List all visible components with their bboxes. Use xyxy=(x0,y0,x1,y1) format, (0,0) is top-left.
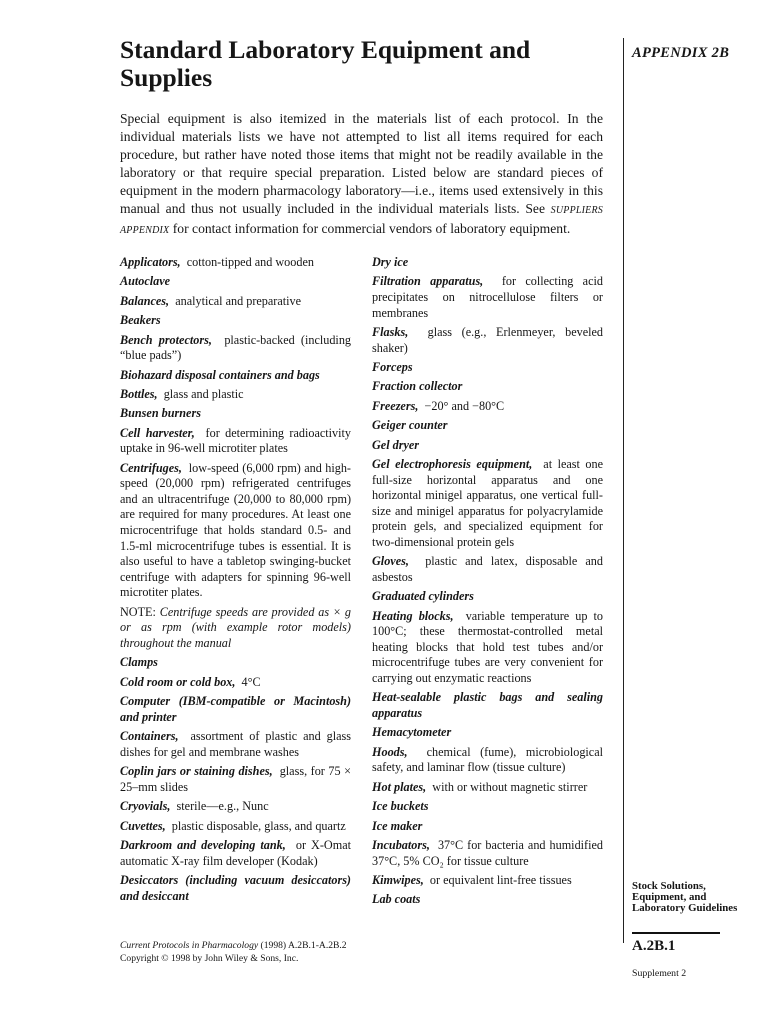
equipment-term: Heating blocks, xyxy=(372,608,454,623)
page-title: Standard Laboratory Equipment and Supplies xyxy=(120,35,531,92)
note-label: NOTE: xyxy=(120,604,156,619)
equipment-entry xyxy=(120,729,351,760)
equipment-description: assortment of plastic and glass dishes for gel and membrane washes xyxy=(120,729,351,759)
equipment-term: Hot plates, xyxy=(372,779,427,794)
equipment-entry xyxy=(372,690,603,721)
equipment-entry xyxy=(120,294,351,310)
equipment-description: glass and plastic xyxy=(163,386,244,401)
equipment-term: Containers, xyxy=(120,729,179,744)
equipment-entry xyxy=(372,780,603,796)
equipment-entry xyxy=(372,379,603,395)
intro-text-before: Special equipment is also itemized in the materials list of each protocol. In the individual materials lists we have not attempted to list all items required for each procedure, but rather have noted those items that might not be readily available in the laboratory or that require special preparation. Listed below are standard pieces of equipment in the modern pharmacology laboratory—i.e., items used extensively in this manual and thus not usually included in the individual materials lists. See xyxy=(120,111,603,216)
equipment-entry xyxy=(372,438,603,454)
equipment-description: sterile—e.g., Nunc xyxy=(176,799,269,814)
equipment-description: 4°C xyxy=(241,674,261,689)
equipment-description: at least one full-size horizontal apparatus and one horizontal minigel apparatus, one vertical full-size and minigel apparatus for polyacrylamide protein gels, and specialized equipment for two-dimensional protein gels xyxy=(372,456,603,549)
equipment-entry xyxy=(120,387,351,403)
journal-title: Current Protocols in Pharmacology xyxy=(120,940,259,951)
equipment-list-right-column xyxy=(372,255,603,912)
equipment-description: glass (e.g., Erlenmeyer, beveled shaker) xyxy=(372,324,604,355)
equipment-entry xyxy=(372,725,603,741)
equipment-term: Heat-sealable plastic bags and sealing apparatus xyxy=(372,690,603,720)
suppliers-appendix-link[interactable]: SUPPLIERS APPENDIX xyxy=(120,205,603,236)
equipment-term: Darkroom and developing tank, xyxy=(120,837,286,852)
equipment-description: plastic-backed (including “blue pads”) xyxy=(120,332,352,363)
supplement-label: Supplement 2 xyxy=(632,968,687,979)
equipment-term: Centrifuges, xyxy=(120,460,182,475)
equipment-entry xyxy=(120,333,351,364)
equipment-term: Cryovials, xyxy=(120,799,171,814)
equipment-entry xyxy=(372,838,603,869)
equipment-description: or equivalent lint-free tissues xyxy=(429,872,572,887)
equipment-entry xyxy=(372,589,603,605)
equipment-term: Balances, xyxy=(120,293,170,308)
equipment-term: Cold room or cold box, xyxy=(120,674,236,689)
equipment-entry xyxy=(120,255,351,271)
equipment-term: Incubators, xyxy=(372,837,430,852)
equipment-description: low-speed (6,000 rpm) and high-speed (20,000 rpm) refrigerated centrifuges and an ultracentrifuge (20,000 to 80,000 rpm) are required for many procedures. At least one microcentrifuge that holds standard 0.5- and 1.5-ml microcentrifuge tubes is essential. It is also useful to have a tabletop swinging-bucket centrifuge with adapters for spinning 96-well microtiter plates. xyxy=(120,460,351,600)
equipment-term: Graduated cylinders xyxy=(372,589,474,604)
equipment-term: Filtration apparatus, xyxy=(372,274,484,289)
equipment-description: plastic disposable, glass, and quartz xyxy=(171,818,346,833)
equipment-description: variable temperature up to 100°C; these thermostat-controlled metal heating blocks that hold test tubes and/or microcentrifuge tubes are very convenient for carrying out enzymatic reactions xyxy=(372,608,604,686)
equipment-entry xyxy=(372,745,603,776)
equipment-term: Hemacytometer xyxy=(372,725,452,740)
equipment-term: Kimwipes, xyxy=(372,872,424,887)
equipment-term: Forceps xyxy=(372,359,413,374)
intro-paragraph xyxy=(120,110,603,240)
equipment-term: Gel electrophoresis equipment, xyxy=(372,456,533,471)
equipment-term: Cuvettes, xyxy=(120,818,166,833)
equipment-term: Computer (IBM-compatible or Macintosh) and printer xyxy=(120,694,351,724)
equipment-entry xyxy=(120,313,351,329)
equipment-entry xyxy=(120,799,351,815)
page-number: A.2B.1 xyxy=(632,938,676,954)
equipment-term: Desiccators (including vacuum desiccators) and desiccant xyxy=(120,872,351,903)
equipment-entry xyxy=(120,406,351,422)
equipment-description: chemical (fume), microbiological safety, and laminar flow (tissue culture) xyxy=(372,744,604,775)
equipment-entry xyxy=(372,325,603,356)
equipment-term: Fraction collector xyxy=(372,379,463,394)
copyright-line: Copyright © 1998 by John Wiley & Sons, Inc. xyxy=(120,953,299,964)
equipment-entry xyxy=(120,655,351,671)
margin-divider-rule xyxy=(623,38,624,943)
equipment-entry xyxy=(372,274,603,321)
equipment-entry xyxy=(120,873,351,904)
equipment-term: Ice buckets xyxy=(372,799,429,814)
equipment-term: Biohazard disposal containers and bags xyxy=(120,367,320,382)
equipment-description: with or without magnetic stirrer xyxy=(432,779,588,794)
equipment-description: for collecting acid precipitates on nitrocellulose filters or membranes xyxy=(372,274,603,320)
equipment-term: Geiger counter xyxy=(372,418,448,433)
equipment-term: Freezers, xyxy=(372,398,419,413)
equipment-term: Bench protectors, xyxy=(120,332,212,347)
equipment-term: Autoclave xyxy=(120,274,171,289)
appendix-label: APPENDIX 2B xyxy=(632,45,730,61)
equipment-term: Cell harvester, xyxy=(120,425,195,440)
equipment-entry xyxy=(372,819,603,835)
equipment-description: or X-Omat automatic X-ray film developer (Kodak) xyxy=(120,837,351,868)
equipment-entry xyxy=(372,799,603,815)
equipment-entry xyxy=(372,399,603,415)
equipment-term: Bunsen burners xyxy=(120,406,201,421)
equipment-term: Gel dryer xyxy=(372,437,420,452)
equipment-term: Coplin jars or staining dishes, xyxy=(120,764,273,779)
equipment-entry xyxy=(372,255,603,271)
equipment-entry xyxy=(372,554,603,585)
equipment-term: Applicators, xyxy=(120,255,181,269)
equipment-term: Lab coats xyxy=(372,892,421,907)
equipment-description: for determining radioactivity uptake in 96-well microtiter plates xyxy=(120,425,351,456)
equipment-term: Dry ice xyxy=(372,255,409,269)
equipment-entry xyxy=(120,461,351,601)
equipment-entry xyxy=(120,274,351,290)
sidebar-rule xyxy=(632,932,720,934)
citation-range: (1998) A.2B.1-A.2B.2 xyxy=(260,940,347,951)
citation-footer xyxy=(120,939,420,965)
equipment-entry xyxy=(372,360,603,376)
equipment-description: 37°C for bacteria and humidified 37°C, 5% CO₂ for tissue culture xyxy=(372,837,603,868)
equipment-description: cotton-tipped and wooden xyxy=(186,255,314,269)
equipment-description: glass, for 75 × 25–mm slides xyxy=(120,764,351,794)
equipment-entry xyxy=(120,764,351,795)
equipment-entry xyxy=(372,873,603,889)
equipment-description: −20° and −80°C xyxy=(424,398,505,413)
equipment-entry xyxy=(120,838,351,869)
note-text: Centrifuge speeds are provided as × g or as rpm (with example rotor models) throughout the manual xyxy=(120,604,351,651)
equipment-entry xyxy=(120,426,351,457)
equipment-term: Beakers xyxy=(120,313,161,328)
equipment-term: Hoods, xyxy=(372,744,408,759)
equipment-entry xyxy=(120,819,351,835)
equipment-term: Flasks, xyxy=(372,324,409,339)
equipment-description: analytical and preparative xyxy=(175,293,302,308)
equipment-entry xyxy=(120,368,351,384)
equipment-entry xyxy=(372,418,603,434)
equipment-entry xyxy=(372,457,603,551)
equipment-term: Clamps xyxy=(120,655,158,670)
equipment-description: plastic and latex, disposable and asbestos xyxy=(372,554,603,584)
equipment-term: Gloves, xyxy=(372,554,409,569)
section-title-sidebar: Stock Solutions, Equipment, and Laboratory Guidelines xyxy=(632,880,738,914)
equipment-entry xyxy=(120,605,351,652)
equipment-term: Ice maker xyxy=(372,818,423,833)
equipment-entry xyxy=(120,675,351,691)
equipment-entry xyxy=(372,892,603,908)
equipment-list-left-column xyxy=(120,255,351,908)
intro-text-after: for contact information for commercial vendors of laboratory equipment. xyxy=(172,221,571,236)
equipment-entry xyxy=(372,609,603,687)
equipment-entry xyxy=(120,694,351,725)
equipment-term: Bottles, xyxy=(120,386,158,401)
